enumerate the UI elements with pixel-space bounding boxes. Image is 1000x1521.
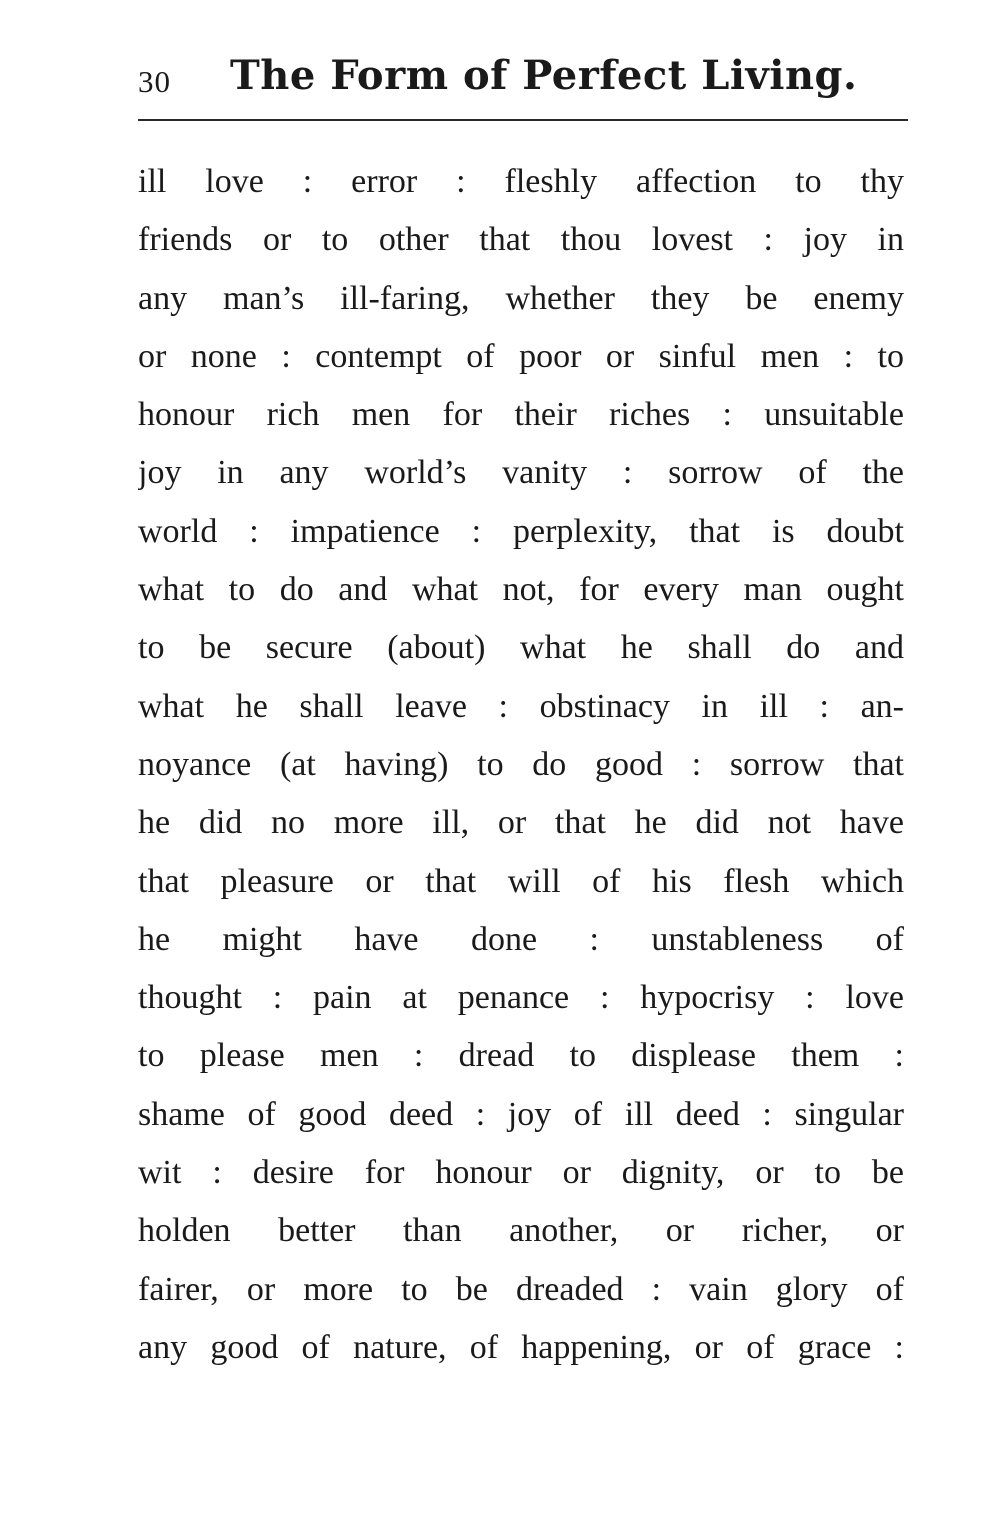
text-line: honour rich men for their riches : unsuitable xyxy=(138,396,904,434)
text-line: holden better than another, or richer, or xyxy=(138,1212,904,1250)
text-line: joy in any world’s vanity : sorrow of the xyxy=(138,454,904,492)
text-line: he did no more ill, or that he did not have xyxy=(138,804,904,842)
running-title: The Form of Perfect Living. xyxy=(230,52,858,99)
text-line: to please men : dread to displease them : xyxy=(138,1037,904,1075)
text-line: noyance (at having) to do good : sorrow that xyxy=(138,745,904,783)
text-line: that pleasure or that will of his flesh which xyxy=(138,862,904,900)
text-line: fairer, or more to be dreaded : vain glory of xyxy=(138,1270,904,1308)
text-line: what he shall leave : obstinacy in ill : an- xyxy=(138,687,904,725)
text-line: world : impatience : perplexity, that is doubt xyxy=(138,512,904,550)
header-rule xyxy=(138,119,908,121)
text-line: thought : pain at penance : hypocrisy : love xyxy=(138,979,904,1017)
text-line: ill love : error : fleshly affection to thy xyxy=(138,163,904,200)
text-line: friends or to other that thou lovest : joy in xyxy=(138,221,904,259)
text-line: wit : desire for honour or dignity, or to be xyxy=(138,1154,904,1192)
body-text xyxy=(138,153,904,1377)
text-line: what to do and what not, for every man ought xyxy=(138,571,904,609)
page-number: 30 xyxy=(138,64,171,99)
text-line: to be secure (about) what he shall do and xyxy=(138,629,904,667)
text-line: shame of good deed : joy of ill deed : singular xyxy=(138,1095,904,1133)
text-line: or none : contempt of poor or sinful men : to xyxy=(138,337,904,375)
text-line: any good of nature, of happening, or of grace : xyxy=(138,1328,904,1366)
text-line: he might have done : unstableness of xyxy=(138,920,904,958)
text-line: any man’s ill-faring, whether they be enemy xyxy=(138,279,904,317)
page-header xyxy=(138,52,908,112)
